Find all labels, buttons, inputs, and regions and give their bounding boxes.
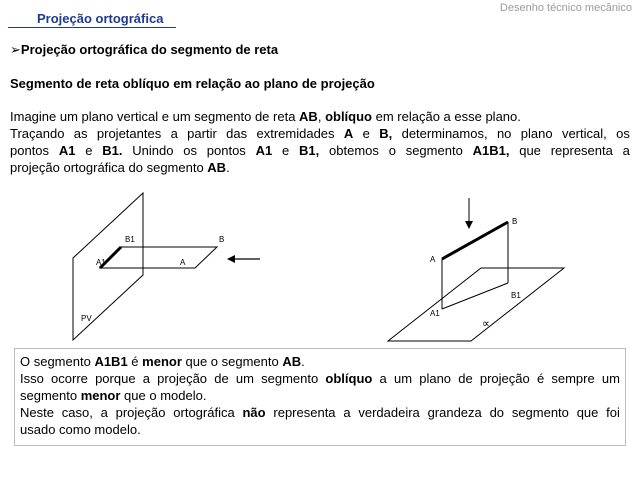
label-pv: PV <box>81 314 92 323</box>
label-a-left: A <box>180 258 186 267</box>
title-underline <box>8 27 176 28</box>
projection-segment-a1b1-right <box>442 283 508 309</box>
label-alpha: ∝ <box>482 318 490 330</box>
bullet-text: Projeção ortográfica do segmento de reta <box>20 42 279 57</box>
intro-paragraph <box>10 108 630 176</box>
intro-line-2: Traçando as projetantes a partir das extremidades A e B, determinamos, no plano vertical, os <box>10 126 630 141</box>
label-b-left: B <box>219 235 225 244</box>
bullet-heading <box>10 42 278 58</box>
label-b1-right: B1 <box>511 291 521 300</box>
segment-ab <box>442 222 508 259</box>
label-a1-left: A1 <box>96 258 106 267</box>
conclusion-line-1: O segmento A1B1 é menor que o segmento AB. <box>20 354 305 369</box>
label-a1-right: A1 <box>430 309 440 318</box>
slide-title: Projeção ortográfica <box>37 11 164 26</box>
horizontal-plane-alpha <box>388 268 564 341</box>
label-b1-left: B1 <box>125 235 135 244</box>
arrow-bullet-icon: ➢ <box>10 42 21 57</box>
course-title: Desenho técnico mecânico <box>499 2 632 14</box>
intro-line-4: projeção ortográfica do segmento AB. <box>10 160 230 175</box>
conclusion-line-2: Isso ocorre porque a projeção de um segmento oblíquo a um plano de projeção é sempre um <box>20 371 620 386</box>
right-figure <box>388 198 564 341</box>
section-subheading: Segmento de reta oblíquo em relação ao plano de projeção <box>10 76 375 91</box>
label-a-right: A <box>430 255 436 264</box>
projection-figures <box>0 185 638 345</box>
conclusion-line-4: Neste caso, a projeção ortográfica não representa a verdadeira grandeza do segmento que foi <box>20 405 620 420</box>
label-b-right: B <box>512 217 518 226</box>
left-figure <box>73 193 260 340</box>
conclusion-line-3: segmento menor que o modelo. <box>20 388 207 403</box>
intro-line-1: Imagine um plano vertical e um segmento de reta AB, oblíquo em relação a esse plano. <box>10 109 521 124</box>
conclusion-paragraph <box>20 353 620 438</box>
intro-line-3: pontos A1 e B1. Unindo os pontos A1 e B1, obtemos o segmento A1B1, que representa a <box>10 143 630 158</box>
conclusion-line-5: usado como modelo. <box>20 422 141 437</box>
